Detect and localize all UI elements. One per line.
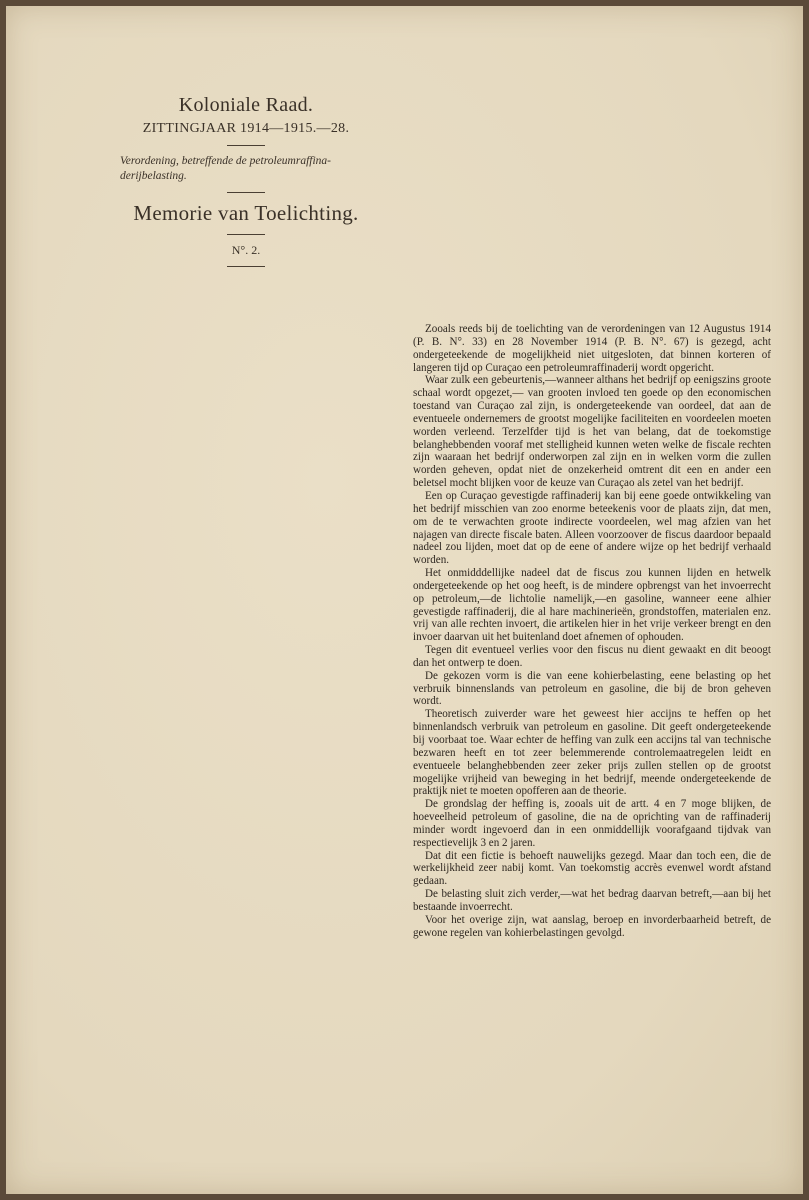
paragraph: Voor het overige zijn, wat aanslag, beroep en invorderbaarheid betreft, de gewone regelen van kohierbelastingen gevolgd. <box>413 913 771 939</box>
divider <box>227 234 265 235</box>
paragraph: Het onmidddellijke nadeel dat de fiscus zou kunnen lijden en hetwelk ondergeteekende op het oog heeft, is de mindere opbrengst van het invoerrecht op petroleum,—de lichtolie namelijk,—en gasoline, wanneer eene alhier gevestigde raffinaderij, die al hare machinerieën, grondstoffen, materialen enz. vrij van alle rechten invoert, die artikelen hier in het vrije verkeer brengt en den invoer daarvan uit het buitenland doet afnemen of ophouden. <box>413 567 771 644</box>
paragraph: De grondslag der heffing is, zooals uit de artt. 4 en 7 moge blijken, de hoeveelheid petroleum of gasoline, die na de oprichting van de raffinaderij minder wordt ingevoerd dan in een onmiddellijk voorafgaand tijdvak van respectievelijk 3 en 2 jaren. <box>413 798 771 849</box>
paragraph: Een op Curaçao gevestigde raffinaderij kan bij eene goede ontwikkeling van het bedrijf misschien van zoo enorme beteekenis voor de plaats zijn, dat men, om de te verwachten groote indirecte voordeelen, wel mag afzien van het najagen van directe fiscale baten. Alleen voorzoover de fiscus daardoor bepaald nadeel zou lijden, moet dat op de eene of andere wijze op het bedrijf verhaald worden. <box>413 489 771 567</box>
divider <box>227 266 265 267</box>
divider <box>227 145 265 146</box>
document-heading: Memorie van Toelichting. <box>133 201 359 225</box>
document-number: N°. 2. <box>231 243 261 257</box>
paragraph: Dat dit een fictie is behoeft nauwelijks gezegd. Maar dan toch een, die de werkelijkheid zeer nabij komt. Van toekomstig accrès evenwel wordt afstand gedaan. <box>413 849 771 888</box>
ordinance-subject: Verordening, betreffende de petroleumraffina-derijbelasting. <box>120 155 331 182</box>
council-title: Koloniale Raad. <box>178 94 314 116</box>
divider <box>227 192 265 193</box>
paragraph: De belasting sluit zich verder,—wat het bedrag daarvan betreft,—aan bij het bestaande invoerrecht. <box>413 888 771 913</box>
paragraph: De gekozen vorm is die van eene kohierbelasting, eene belasting op het verbruik binnenslands van petroleum en gasoline, die bij de bron geheven wordt. <box>413 669 771 708</box>
document-header <box>106 94 386 275</box>
document-page <box>6 6 803 1194</box>
paragraph: Zooals reeds bij de toelichting van de verordeningen van 12 Augustus 1914 (P. B. N°. 33) en 28 November 1914 (P. B. N°. 67) is gezegd, acht ondergeteekende de mogelijkheid niet uitgesloten, dat binnen korteren of langeren tijd op Curaçao een petroleumraffinaderij wordt opgericht. <box>413 323 771 374</box>
session-year: ZITTINGJAAR 1914—1915.—28. <box>142 121 350 136</box>
paragraph: Tegen dit eventueel verlies voor den fiscus nu dient gewaakt en dit beoogt dan het ontwerp te doen. <box>413 644 771 669</box>
paragraph: Waar zulk een gebeurtenis,—wanneer althans het bedrijf op eenigszins groote schaal wordt opgezet,— van grooten invloed ten goede op den economischen toestand van Curaçao zal zijn, is ondergeteekende van oordeel, dat aan de eventueele ondernemers de grootst mogelijke faciliteiten en voordeelen moeten worden verleend. Terzelfder tijd is het van belang, dat de toekomstige belanghebbenden vooraf met stelligheid kunnen weten welke de fiscale rechten zijn waaraan het bedrijf onderworpen zal zijn en in welken vorm die zullen worden geheven, opdat niet de onzekerheid omtrent dit een en ander een beletsel mocht blijken voor de keuze van Curaçao als zetel van het bedrijf. <box>413 374 771 490</box>
paragraph: Theoretisch zuiverder ware het geweest hier accijns te heffen op het binnenlandsch verbruik van petroleum en gasoline. Dit geeft ondergeteekende bij voorbaat toe. Waar echter de heffing van zulk een accijns tal van technische bezwaren heeft en tot zeer belemmerende controlemaatregelen leidt en eventueele belanghebbenden zeer zeker prijs zullen stellen op de grootst mogelijke vrijheid van beweging in het bedrijf, meende ondergeteekende de praktijk niet te moeten opofferen aan de theorie. <box>413 708 771 798</box>
body-text <box>413 323 771 940</box>
